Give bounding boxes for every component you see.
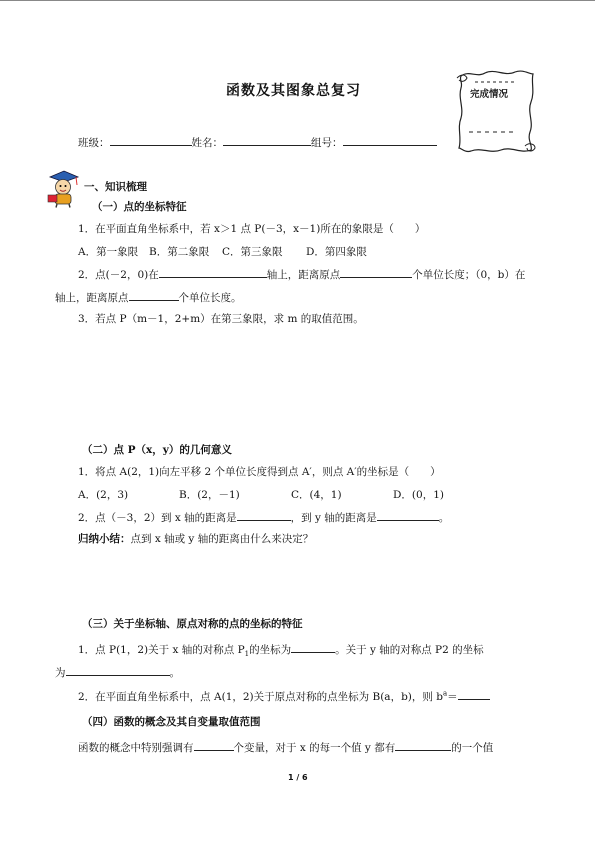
group-label: 组号：: [311, 137, 343, 149]
section-heading-knowledge: 一、知识梳理: [84, 181, 147, 193]
question-2-1-options: [78, 487, 458, 501]
page-top-rule: [0, 0, 595, 1]
question-1-2-line-2: [55, 289, 242, 305]
q2-2-text-c: 。: [438, 512, 450, 524]
q3-1-text-c: 。关于 y 轴的对称点 P2 的坐标: [335, 644, 484, 656]
completion-status-label: 完成情况: [470, 89, 509, 100]
q2-blank-distance-2[interactable]: [129, 289, 179, 301]
q3-1-blank-p2[interactable]: [66, 664, 170, 676]
student-info-line: [78, 134, 437, 150]
q2-text-b: 轴上，距离原点: [266, 269, 341, 281]
q2-2-text-a: 2．点（－3，2）到 x 轴的距离是: [78, 512, 237, 524]
page-title: 函数及其图象总复习: [226, 83, 361, 99]
q3-2-superscript: a: [442, 689, 448, 698]
q2-2-blank-x[interactable]: [237, 509, 291, 521]
q3-1-text-d: 为: [55, 667, 66, 679]
option-b: B．(2，－1): [179, 489, 240, 501]
function-concept-line: [78, 739, 493, 755]
question-2-2: [78, 509, 449, 525]
q3-1-blank-p1[interactable]: [291, 641, 335, 653]
q2-2-blank-y[interactable]: [377, 509, 439, 521]
option-b: B．第二象限: [149, 246, 210, 258]
s4-blank-2[interactable]: [395, 739, 451, 751]
class-label: 班级：: [78, 137, 110, 149]
q2-2-text-b: ，到 y 轴的距离是: [290, 512, 377, 524]
q2-blank-axis[interactable]: [159, 266, 267, 278]
page-number: 1 / 6: [288, 773, 308, 782]
question-2-1: 1．将点 A(2，1)向左平移 2 个单位长度得到点 A′，则点 A′的坐标是（ ）: [78, 466, 441, 478]
s4-text-a: 函数的概念中特别强调有: [78, 742, 194, 754]
subsection-heading-3: （三）关于坐标轴、原点对称的点的坐标的特征: [82, 618, 303, 630]
question-1-2-line-1: [78, 266, 525, 282]
option-a: A．(2，3): [78, 489, 129, 501]
option-c: C．(4，1): [291, 489, 342, 501]
subsection-heading-2: （二）点 P（x，y）的几何意义: [82, 444, 232, 456]
question-1-1: 1．在平面直角坐标系中，若 x＞1 点 P(－3，x－1)所在的象限是（ ）: [78, 223, 426, 235]
q3-1-text-e: 。: [169, 667, 180, 679]
q3-2-blank[interactable]: [458, 688, 490, 700]
question-3-2: [78, 688, 490, 704]
q3-2-text-b: ＝: [447, 691, 458, 703]
q2-text-d: 轴上，距离原点: [55, 292, 129, 304]
question-1-3: 3．若点 P（m－1，2+m）在第三象限，求 m 的取值范围。: [78, 313, 364, 325]
summary-label: 归纳小结：: [78, 533, 131, 545]
scroll-frame-icon: [455, 68, 537, 154]
name-field[interactable]: [223, 134, 311, 146]
subsection-heading-1: （一）点的坐标特征: [92, 201, 187, 213]
option-a: A．第一象限: [78, 246, 139, 258]
option-d: D．(0，1): [393, 489, 444, 501]
summary-text: 点到 x 轴或 y 轴的距离由什么来决定？: [130, 533, 314, 545]
group-field[interactable]: [343, 134, 437, 146]
s4-text-b: 个变量，对于 x 的每一个值 y 都有: [233, 742, 396, 754]
option-d: D．第四象限: [306, 246, 367, 258]
q3-1-text-a: 1．点 P(1，2)关于 x 轴的对称点 P: [78, 644, 245, 656]
s4-blank-1[interactable]: [194, 739, 234, 751]
summary-line: [78, 531, 313, 546]
q3-1-text-b: 的坐标为: [249, 644, 292, 656]
option-c: C．第三象限: [222, 246, 283, 258]
q2-text-e: 个单位长度。: [178, 292, 242, 304]
s4-text-c: 的一个值: [451, 742, 494, 754]
question-3-1-line-2: [55, 664, 180, 680]
q2-text-c: 个单位长度；（0，b）在: [412, 269, 526, 281]
class-field[interactable]: [110, 134, 192, 146]
q2-blank-distance[interactable]: [340, 266, 412, 278]
subsection-heading-4: （四）函数的概念及其自变量取值范围: [82, 716, 261, 728]
question-1-1-options: [78, 244, 438, 258]
q3-1-subscript: 1: [244, 650, 250, 659]
name-label: 姓名：: [191, 137, 223, 149]
student-mascot-icon: [44, 168, 82, 208]
question-3-1-line-1: [78, 641, 484, 658]
q2-text-a: 2．点(－2，0)在: [78, 269, 159, 281]
q3-2-text-a: 2．在平面直角坐标系中，点 A(1，2)关于原点对称的点坐标为 B(a，b)，则 b: [78, 691, 443, 703]
